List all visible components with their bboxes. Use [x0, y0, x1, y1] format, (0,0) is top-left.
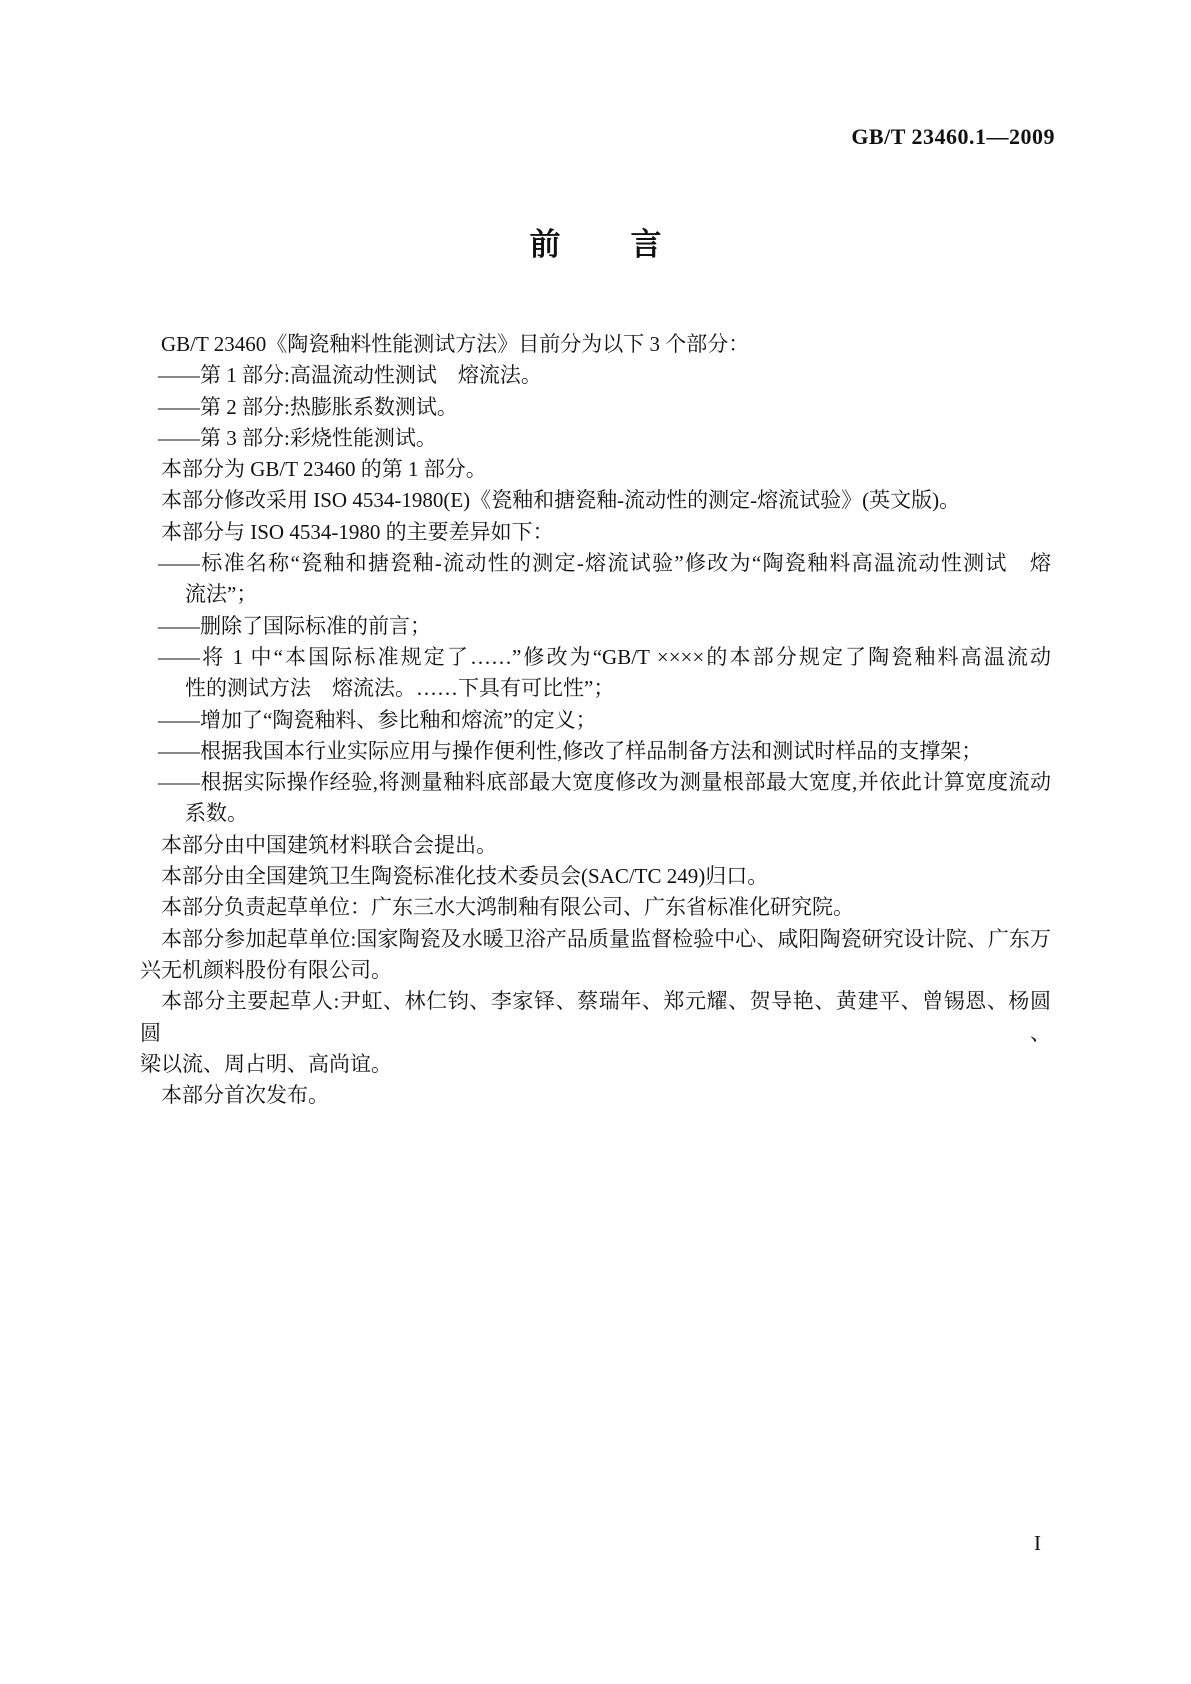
text-line: 系数。 [185, 801, 248, 826]
text-line: ——标准名称“瓷釉和搪瓷釉-流动性的测定-熔流试验”修改为“陶瓷釉料高温流动性测试 熔 [158, 551, 1051, 576]
page-title [140, 228, 1051, 262]
text-line: ——根据实际操作经验,将测量釉料底部最大宽度修改为测量根部最大宽度,并依此计算宽度流动 [158, 770, 1051, 795]
text-line: 本部分与 ISO 4534-1980 的主要差异如下： [161, 519, 554, 544]
text-line: 本部分由全国建筑卫生陶瓷标准化技术委员会(SAC/TC 249)归口。 [161, 864, 769, 889]
text-line: ——第 3 部分:彩烧性能测试。 [158, 425, 437, 450]
title-char-2: 言 [630, 227, 662, 262]
text-line: 本部分主要起草人:尹虹、林仁钧、李家铎、蔡瑞年、郑元耀、贺导艳、黄建平、曾锡恩、杨圆圆、 [140, 989, 1051, 1045]
foreword-body [140, 329, 1051, 1111]
text-line: 性的测试方法 熔流法。……下具有可比性”； [185, 676, 615, 701]
text-line: ——第 1 部分:高温流动性测试 熔流法。 [158, 363, 542, 388]
text-line: 本部分负责起草单位：广东三水大鸿制釉有限公司、广东省标准化研究院。 [161, 895, 854, 920]
text-line: 本部分参加起草单位:国家陶瓷及水暖卫浴产品质量监督检验中心、咸阳陶瓷研究设计院、广东万 [161, 926, 1051, 951]
text-line: ——根据我国本行业实际应用与操作便利性,修改了样品制备方法和测试时样品的支撑架； [158, 738, 983, 763]
text-line: 本部分修改采用 ISO 4534-1980(E)《瓷釉和搪瓷釉-流动性的测定-熔流试验》(英文版)。 [161, 488, 961, 513]
text-line: 兴无机颜料股份有限公司。 [140, 957, 392, 982]
text-line: ——增加了“陶瓷釉料、参比釉和熔流”的定义； [158, 707, 597, 732]
text-line: GB/T 23460《陶瓷釉料性能测试方法》目前分为以下 3 个部分： [161, 332, 750, 356]
text-line: 本部分为 GB/T 23460 的第 1 部分。 [161, 457, 487, 482]
text-line: 梁以流、周占明、高尚谊。 [140, 1051, 392, 1076]
text-line: 流法”； [185, 582, 258, 607]
text-line: 本部分由中国建筑材料联合会提出。 [161, 832, 497, 857]
page-number: I [1034, 1531, 1041, 1555]
title-char-1: 前 [529, 227, 561, 262]
text-line: ——第 2 部分:热膨胀系数测试。 [158, 394, 458, 419]
text-line: ——删除了国际标准的前言； [158, 613, 431, 638]
text-line: ——将 1 中“本国际标准规定了……”修改为“GB/T ××××的本部分规定了陶瓷釉料高温流动 [158, 644, 1051, 669]
text-line: 本部分首次发布。 [161, 1083, 329, 1108]
standard-code-header: GB/T 23460.1—2009 [851, 124, 1055, 149]
